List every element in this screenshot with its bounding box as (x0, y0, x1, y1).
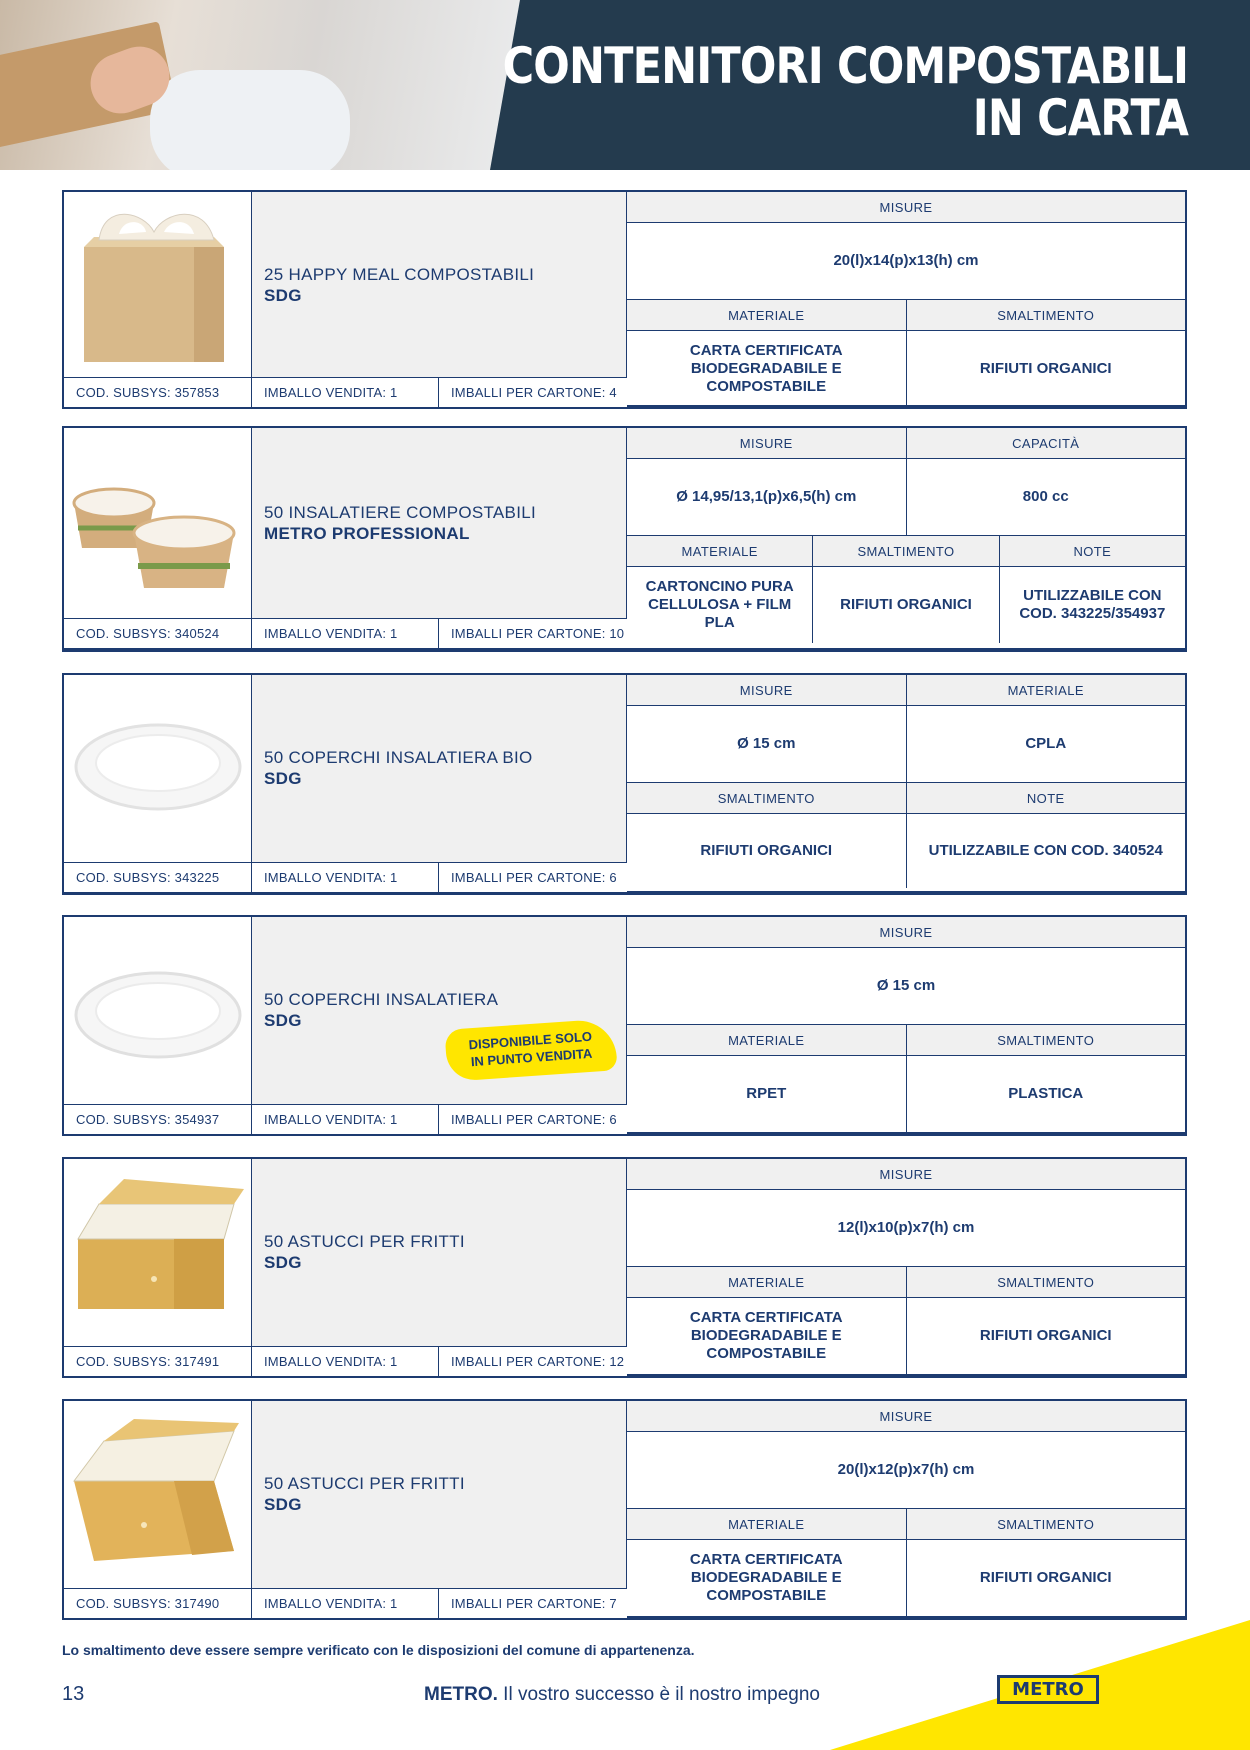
capacita-value: 800 cc (906, 459, 1186, 536)
product-name-cell (252, 1401, 627, 1588)
materiale-label: MATERIALE (627, 1025, 906, 1056)
product-card (62, 673, 1187, 895)
spec-table (627, 428, 1185, 643)
product-footer (64, 1346, 627, 1376)
materiale-value: CPLA (906, 706, 1186, 783)
product-imballo: IMBALLO VENDITA: 1 (252, 1347, 439, 1376)
product-cartone: IMBALLI PER CARTONE: 6 (451, 870, 617, 885)
product-code: COD. SUBSYS: 340524 (64, 619, 252, 648)
page-number: 13 (62, 1683, 85, 1705)
misure-value: Ø 15 cm (627, 948, 1185, 1025)
product-card (62, 426, 1187, 652)
note-label: NOTE (999, 536, 1185, 567)
disposal-note: Lo smaltimento deve essere sempre verificato con le disposizioni del comune di appartenenza. (62, 1642, 695, 1658)
product-image (64, 1401, 252, 1588)
capacita-label: CAPACITÀ (906, 428, 1186, 459)
materiale-value: CARTA CERTIFICATA BIODEGRADABILE E COMPOSTABILE (689, 1309, 843, 1362)
product-cartone: IMBALLI PER CARTONE: 10 (451, 626, 625, 641)
misure-value: 20(l)x14(p)x13(h) cm (627, 223, 1185, 300)
slogan: METRO. Il vostro successo è il nostro impegno (424, 1684, 820, 1705)
product-brand: SDG (264, 769, 302, 788)
materiale-label: MATERIALE (627, 300, 906, 331)
product-cartone: IMBALLI PER CARTONE: 12 (451, 1354, 625, 1369)
misure-value: Ø 15 cm (627, 706, 906, 783)
smaltimento-value: RIFIUTI ORGANICI (700, 842, 833, 859)
misure-label: MISURE (627, 917, 1185, 948)
smaltimento-label: SMALTIMENTO (906, 1025, 1186, 1056)
misure-label: MISURE (627, 675, 906, 706)
misure-value: Ø 14,95/13,1(p)x6,5(h) cm (627, 459, 906, 536)
product-imballo: IMBALLO VENDITA: 1 (252, 1105, 439, 1134)
header-banner (0, 0, 1250, 170)
product-image (64, 1159, 252, 1346)
spec-table (627, 917, 1185, 1132)
product-code: COD. SUBSYS: 317491 (64, 1347, 252, 1376)
spec-table (627, 1401, 1185, 1616)
product-imballo: IMBALLO VENDITA: 1 (252, 378, 439, 407)
note-label: NOTE (906, 783, 1186, 814)
product-brand: SDG (264, 286, 302, 305)
product-cartone: IMBALLI PER CARTONE: 7 (451, 1596, 617, 1611)
product-image (64, 675, 252, 862)
product-brand: METRO PROFESSIONAL (264, 524, 470, 543)
product-name-cell (252, 428, 627, 618)
product-cartone: IMBALLI PER CARTONE: 4 (451, 385, 617, 400)
product-name: 50 COPERCHI INSALATIERA (264, 990, 499, 1009)
product-name: 50 COPERCHI INSALATIERA BIO (264, 748, 533, 767)
product-card (62, 1399, 1187, 1620)
smaltimento-value: RIFIUTI ORGANICI (812, 567, 998, 643)
product-code: COD. SUBSYS: 357853 (64, 378, 252, 407)
smaltimento-label: SMALTIMENTO (906, 300, 1186, 331)
product-brand: SDG (264, 1495, 302, 1514)
smaltimento-label: SMALTIMENTO (906, 1267, 1186, 1298)
smaltimento-value: RIFIUTI ORGANICI (906, 1298, 1186, 1374)
product-name: 50 ASTUCCI PER FRITTI (264, 1232, 465, 1251)
product-card (62, 915, 1187, 1136)
product-footer (64, 1588, 627, 1618)
product-name-cell (252, 192, 627, 377)
product-image (64, 192, 252, 377)
smaltimento-label: SMALTIMENTO (627, 783, 906, 814)
spec-table (627, 675, 1185, 888)
product-card (62, 1157, 1187, 1378)
smaltimento-label: SMALTIMENTO (906, 1509, 1186, 1540)
product-card (62, 190, 1187, 409)
product-name: 50 ASTUCCI PER FRITTI (264, 1474, 465, 1493)
salad-bowls-image (64, 428, 252, 618)
product-brand: SDG (264, 1253, 302, 1272)
metro-logo: METRO (997, 1675, 1099, 1704)
lid-image (64, 675, 252, 862)
product-name: 25 HAPPY MEAL COMPOSTABILI (264, 265, 535, 284)
spec-table (627, 192, 1185, 406)
misure-label: MISURE (627, 1159, 1185, 1190)
materiale-label: MATERIALE (627, 536, 812, 567)
product-name-cell (252, 675, 627, 862)
misure-label: MISURE (627, 1401, 1185, 1432)
smaltimento-value: RIFIUTI ORGANICI (906, 1540, 1186, 1616)
product-code: COD. SUBSYS: 317490 (64, 1589, 252, 1618)
product-footer (64, 377, 627, 407)
spec-table (627, 1159, 1185, 1374)
materiale-value: CARTA CERTIFICATA BIODEGRADABILE E COMPOSTABILE (689, 341, 843, 395)
product-name-cell (252, 1159, 627, 1346)
misure-label: MISURE (627, 192, 1185, 223)
product-image (64, 917, 252, 1104)
materiale-value: CARTA CERTIFICATA BIODEGRADABILE E COMPOSTABILE (689, 1551, 843, 1604)
misure-value: 20(l)x12(p)x7(h) cm (627, 1432, 1185, 1509)
misure-label: MISURE (627, 428, 906, 459)
smaltimento-value: PLASTICA (906, 1056, 1186, 1132)
product-imballo: IMBALLO VENDITA: 1 (252, 619, 439, 648)
product-cartone: IMBALLI PER CARTONE: 6 (451, 1112, 617, 1127)
happy-meal-box-image (64, 192, 252, 377)
misure-value: 12(l)x10(p)x7(h) cm (627, 1190, 1185, 1267)
product-imballo: IMBALLO VENDITA: 1 (252, 1589, 439, 1618)
availability-badge: DISPONIBILE SOLO IN PUNTO VENDITA (444, 1018, 617, 1082)
smaltimento-value: RIFIUTI ORGANICI (906, 331, 1186, 406)
lid-image (64, 917, 252, 1104)
product-code: COD. SUBSYS: 343225 (64, 863, 252, 892)
materiale-value: RPET (746, 1085, 787, 1102)
materiale-label: MATERIALE (906, 675, 1186, 706)
product-code: COD. SUBSYS: 354937 (64, 1105, 252, 1134)
page-title: CONTENITORI COMPOSTABILI IN CARTA (502, 37, 1188, 147)
product-footer (64, 862, 627, 892)
header-photo (0, 0, 560, 170)
product-name-cell (252, 917, 627, 1104)
product-footer (64, 1104, 627, 1134)
fries-box-image (64, 1401, 252, 1588)
product-brand: SDG (264, 1011, 302, 1030)
product-image (64, 428, 252, 618)
fries-box-image (64, 1159, 252, 1346)
note-value: UTILIZZABILE CON COD. 343225/354937 (999, 567, 1185, 643)
product-footer (64, 618, 627, 648)
note-value: UTILIZZABILE CON COD. 340524 (906, 814, 1186, 888)
materiale-value: CARTONCINO PURA CELLULOSA + FILM PLA (645, 578, 794, 631)
product-imballo: IMBALLO VENDITA: 1 (252, 863, 439, 892)
product-name: 50 INSALATIERE COMPOSTABILI (264, 503, 536, 522)
materiale-label: MATERIALE (627, 1509, 906, 1540)
materiale-label: MATERIALE (627, 1267, 906, 1298)
smaltimento-label: SMALTIMENTO (812, 536, 998, 567)
